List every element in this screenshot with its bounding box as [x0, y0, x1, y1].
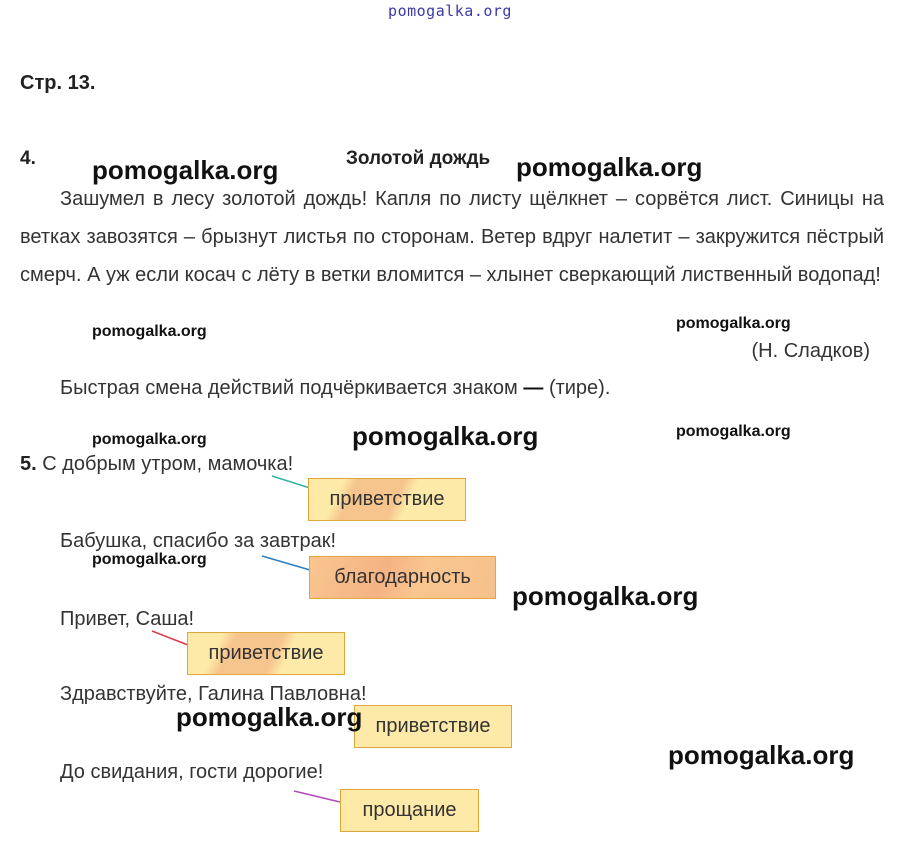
watermark-8: pomogalka.org	[92, 551, 207, 568]
task-5-number: 5.	[20, 453, 37, 475]
watermark-6: pomogalka.org	[352, 421, 539, 451]
answer-label-4: приветствие	[375, 715, 491, 737]
answer-label-2: благодарность	[334, 566, 471, 588]
phrase-5: До свидания, гости дорогие!	[60, 761, 324, 783]
watermark-10: pomogalka.org	[176, 702, 363, 732]
watermark-top: pomogalka.org	[388, 2, 512, 20]
page-reference: Стр. 13.	[20, 72, 96, 94]
watermark-3: pomogalka.org	[92, 323, 207, 340]
phrase-4: Здравствуйте, Галина Павловна!	[60, 683, 367, 705]
phrase-3: Привет, Саша!	[60, 608, 195, 630]
watermark-7: pomogalka.org	[676, 423, 791, 440]
connector-line-2	[262, 556, 310, 570]
task-4-number: 4.	[20, 148, 36, 169]
phrase-2: Бабушка, спасибо за завтрак!	[60, 530, 337, 552]
connector-line-1	[272, 476, 310, 488]
answer-tag-1	[308, 478, 466, 521]
answer-label-5: прощание	[362, 799, 457, 821]
watermark-5: pomogalka.org	[92, 431, 207, 448]
watermark-2: pomogalka.org	[516, 152, 703, 182]
watermark-11: pomogalka.org	[668, 740, 855, 770]
connector-line-5	[294, 791, 340, 802]
poem-text: Зашумел в лесу золотой дождь! Капля по листу щёлкнет – сорвётся лист. Синицы на ветках завозятся – брызнут листья по сторонам. Ветер вдруг налетит – закружится пёстрый смерч. А уж если косач с лёту в ветки вломится – хлынет сверкающий лиственный водопад!	[20, 188, 884, 286]
answer-label-1: приветствие	[329, 488, 445, 510]
watermark-9: pomogalka.org	[512, 581, 699, 611]
connector-line-3	[152, 631, 188, 645]
poem-title: Золотой дождь	[346, 148, 491, 169]
answer-tag-5	[340, 789, 479, 832]
watermark-1: pomogalka.org	[92, 155, 279, 185]
answer-tag-3	[187, 632, 345, 675]
answer-tag-4	[354, 705, 512, 748]
explanation-note: (тире).	[548, 377, 611, 399]
answer-tag-2	[309, 556, 496, 599]
phrase-1: С добрым утром, мамочка!	[42, 453, 294, 475]
poem-author: (Н. Сладков)	[751, 340, 870, 362]
explanation-text: Быстрая смена действий подчёркивается знаком	[60, 377, 518, 399]
answer-label-3: приветствие	[208, 642, 324, 664]
watermark-4: pomogalka.org	[676, 315, 791, 332]
dash-symbol: —	[523, 377, 544, 399]
